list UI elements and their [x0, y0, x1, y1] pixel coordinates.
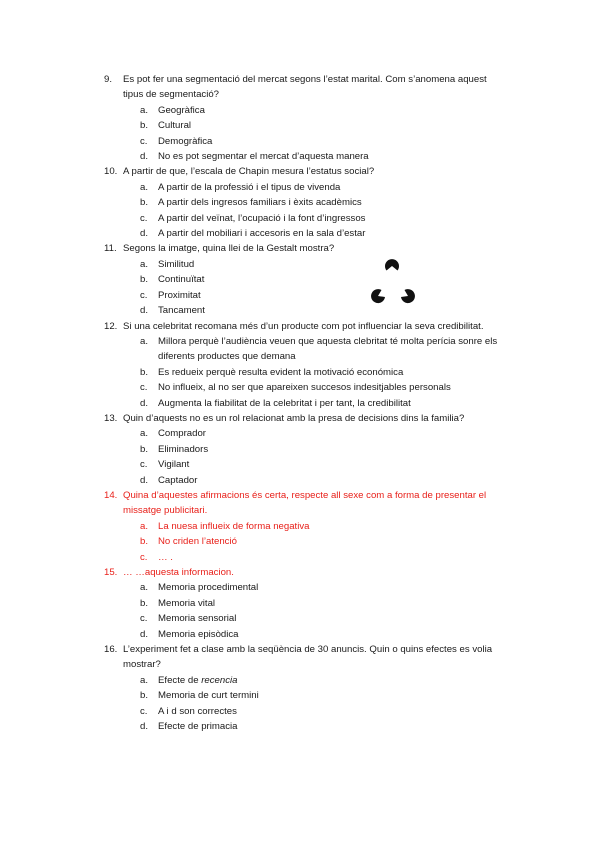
- option-letter: d.: [140, 397, 149, 409]
- option-letter: d.: [140, 151, 149, 163]
- option-item: [0, 226, 600, 241]
- question-list: [0, 72, 600, 734]
- option-letter: b.: [140, 536, 149, 548]
- option-list: [0, 257, 600, 319]
- question-text: A partir de que, l’escala de Chapin mesura l’estatus social?: [123, 166, 375, 178]
- option-letter: a.: [140, 582, 149, 594]
- option-letter: a.: [140, 258, 149, 270]
- question-text: L’experiment fet a clase amb la seqüència de 30 anuncis. Quin o quins efectes es volia mostrar?: [123, 644, 493, 671]
- option-list: [0, 103, 600, 165]
- option-text: Demogràfica: [158, 135, 213, 147]
- option-item: [0, 719, 600, 734]
- option-text: No criden l’atenció: [158, 536, 237, 548]
- option-letter: b.: [140, 443, 149, 455]
- option-letter: d.: [140, 474, 149, 486]
- option-text: A partir de la professió i el tipus de vivenda: [158, 181, 341, 193]
- option-list: [0, 519, 600, 565]
- option-item: [0, 103, 600, 118]
- option-item: [0, 303, 600, 318]
- option-item: [0, 442, 600, 457]
- option-text: A partir dels ingresos familiars i èxits acadèmics: [158, 197, 362, 209]
- option-text: La nuesa influeix de forma negativa: [158, 520, 310, 532]
- question-text: Quin d’aquests no es un rol relacionat amb la presa de decisions dins la familia?: [123, 412, 465, 424]
- question-12: [0, 319, 600, 411]
- option-letter: b.: [140, 366, 149, 378]
- option-item: [0, 134, 600, 149]
- option-letter: d.: [140, 228, 149, 240]
- option-list: [0, 673, 600, 735]
- option-text: Efecte de primacia: [158, 721, 238, 733]
- question-number: 11.: [104, 243, 117, 255]
- option-text: Cultural: [158, 120, 192, 132]
- option-text: Similitud: [158, 258, 195, 270]
- option-text: Geogràfica: [158, 104, 205, 116]
- option-letter: d.: [140, 628, 149, 640]
- option-text: … .: [158, 551, 173, 563]
- option-item: [0, 180, 600, 195]
- option-list: [0, 580, 600, 642]
- option-letter: c.: [140, 212, 148, 224]
- option-item: [0, 580, 600, 595]
- option-text: A partir del veïnat, l’ocupació i la font d’ingressos: [158, 212, 366, 224]
- question-number: 14.: [104, 489, 118, 501]
- option-item: [0, 596, 600, 611]
- option-text: Augmenta la fiabilitat de la celebritat i per tant, la credibilitat: [158, 397, 411, 409]
- option-letter: a.: [140, 520, 149, 532]
- pacman-right-shape: [401, 289, 415, 303]
- option-letter: d.: [140, 305, 149, 317]
- question-number: 16.: [104, 644, 118, 656]
- option-letter: a.: [140, 335, 149, 347]
- option-list: [0, 334, 600, 411]
- question-number: 12.: [104, 320, 118, 332]
- question-number: 10.: [104, 166, 118, 178]
- option-letter: b.: [140, 690, 149, 702]
- option-text-prefix: Efecte de: [158, 674, 202, 686]
- question-number: 9.: [104, 74, 113, 85]
- option-text: A partir del mobiliari i accesoris en la sala d’estar: [158, 228, 366, 240]
- option-letter: a.: [140, 104, 149, 116]
- option-letter: c.: [140, 613, 148, 625]
- option-letter: c.: [140, 382, 148, 394]
- option-text: Tancament: [158, 305, 205, 317]
- option-letter: c.: [140, 135, 148, 147]
- option-letter: c.: [140, 289, 148, 301]
- option-item: [0, 365, 600, 380]
- option-text: Comprador: [158, 428, 206, 440]
- option-item: [0, 550, 600, 565]
- option-item: [0, 704, 600, 719]
- option-item: [0, 211, 600, 226]
- option-item: [0, 426, 600, 441]
- question-number: 13.: [104, 412, 118, 424]
- question-14: [0, 488, 600, 565]
- option-text: Memoria procedimental: [158, 582, 259, 594]
- gestalt-pacman-triangle-icon: [364, 256, 420, 306]
- option-text: Es redueix perquè resulta evident la motivació económica: [158, 366, 404, 378]
- option-letter: b.: [140, 120, 149, 132]
- option-item: [0, 688, 600, 703]
- option-text: A i d son correctes: [158, 705, 237, 717]
- option-item: [0, 457, 600, 472]
- question-text: Es pot fer una segmentació del mercat segons l’estat marital. Com s’anomena aquest tipus de segmentació?: [123, 74, 487, 101]
- option-text: Memoria episòdica: [158, 628, 239, 640]
- option-letter: c.: [140, 551, 148, 563]
- option-letter: c.: [140, 459, 148, 471]
- option-list: [0, 180, 600, 242]
- option-letter: a.: [140, 181, 149, 193]
- option-item: [0, 118, 600, 133]
- option-text: Vigilant: [158, 459, 190, 471]
- option-letter: b.: [140, 597, 149, 609]
- option-item: [0, 519, 600, 534]
- option-item: [0, 473, 600, 488]
- question-text: Segons la imatge, quina llei de la Gestalt mostra?: [123, 243, 335, 255]
- pacman-top-shape: [385, 259, 399, 270]
- pacman-left-shape: [371, 289, 385, 303]
- option-text: Memoria vital: [158, 597, 216, 609]
- question-15: [0, 565, 600, 642]
- question-11: [0, 241, 600, 318]
- option-item: [0, 380, 600, 395]
- option-letter: b.: [140, 197, 149, 209]
- option-text: No es pot segmentar el mercat d’aquesta manera: [158, 151, 369, 163]
- option-item: [0, 627, 600, 642]
- question-9: [0, 72, 600, 164]
- option-text: Proximitat: [158, 289, 201, 301]
- option-text: Memoria sensorial: [158, 613, 237, 625]
- option-text: Memoria de curt termini: [158, 690, 259, 702]
- option-text-italic: recencia: [201, 674, 238, 686]
- question-number: 15.: [104, 567, 118, 578]
- question-16: [0, 642, 600, 734]
- option-letter: b.: [140, 274, 149, 286]
- option-item: [0, 334, 600, 365]
- option-item: [0, 288, 600, 303]
- option-letter: a.: [140, 428, 149, 440]
- option-text: Eliminadors: [158, 443, 209, 455]
- option-item: [0, 257, 600, 272]
- question-text: Quina d’aquestes afirmacions és certa, respecte all sexe com a forma de presentar el missatge publicitari.: [123, 489, 487, 517]
- option-letter: a.: [140, 674, 149, 686]
- option-item: [0, 396, 600, 411]
- option-item: [0, 534, 600, 549]
- option-letter: d.: [140, 721, 149, 733]
- option-text: Captador: [158, 474, 198, 486]
- option-item: [0, 611, 600, 626]
- question-10: [0, 164, 600, 241]
- option-text: Millora perquè l’audiència veuen que aquesta clebritat té molta perícia sonre els diferents productes que demana: [158, 335, 498, 363]
- option-text: Continuïtat: [158, 274, 205, 286]
- option-item: [0, 673, 600, 688]
- option-text: [158, 673, 508, 688]
- option-letter: c.: [140, 705, 148, 717]
- question-text: … …aquesta informacion.: [123, 567, 234, 578]
- option-item: [0, 149, 600, 164]
- question-text: Si una celebritat recomana més d’un producte com pot influenciar la seva credibilitat.: [123, 320, 484, 332]
- option-text: No influeix, al no ser que apareixen succesos indesitjables personals: [158, 382, 451, 394]
- option-item: [0, 195, 600, 210]
- option-item: [0, 272, 600, 287]
- question-13: [0, 411, 600, 488]
- option-list: [0, 426, 600, 488]
